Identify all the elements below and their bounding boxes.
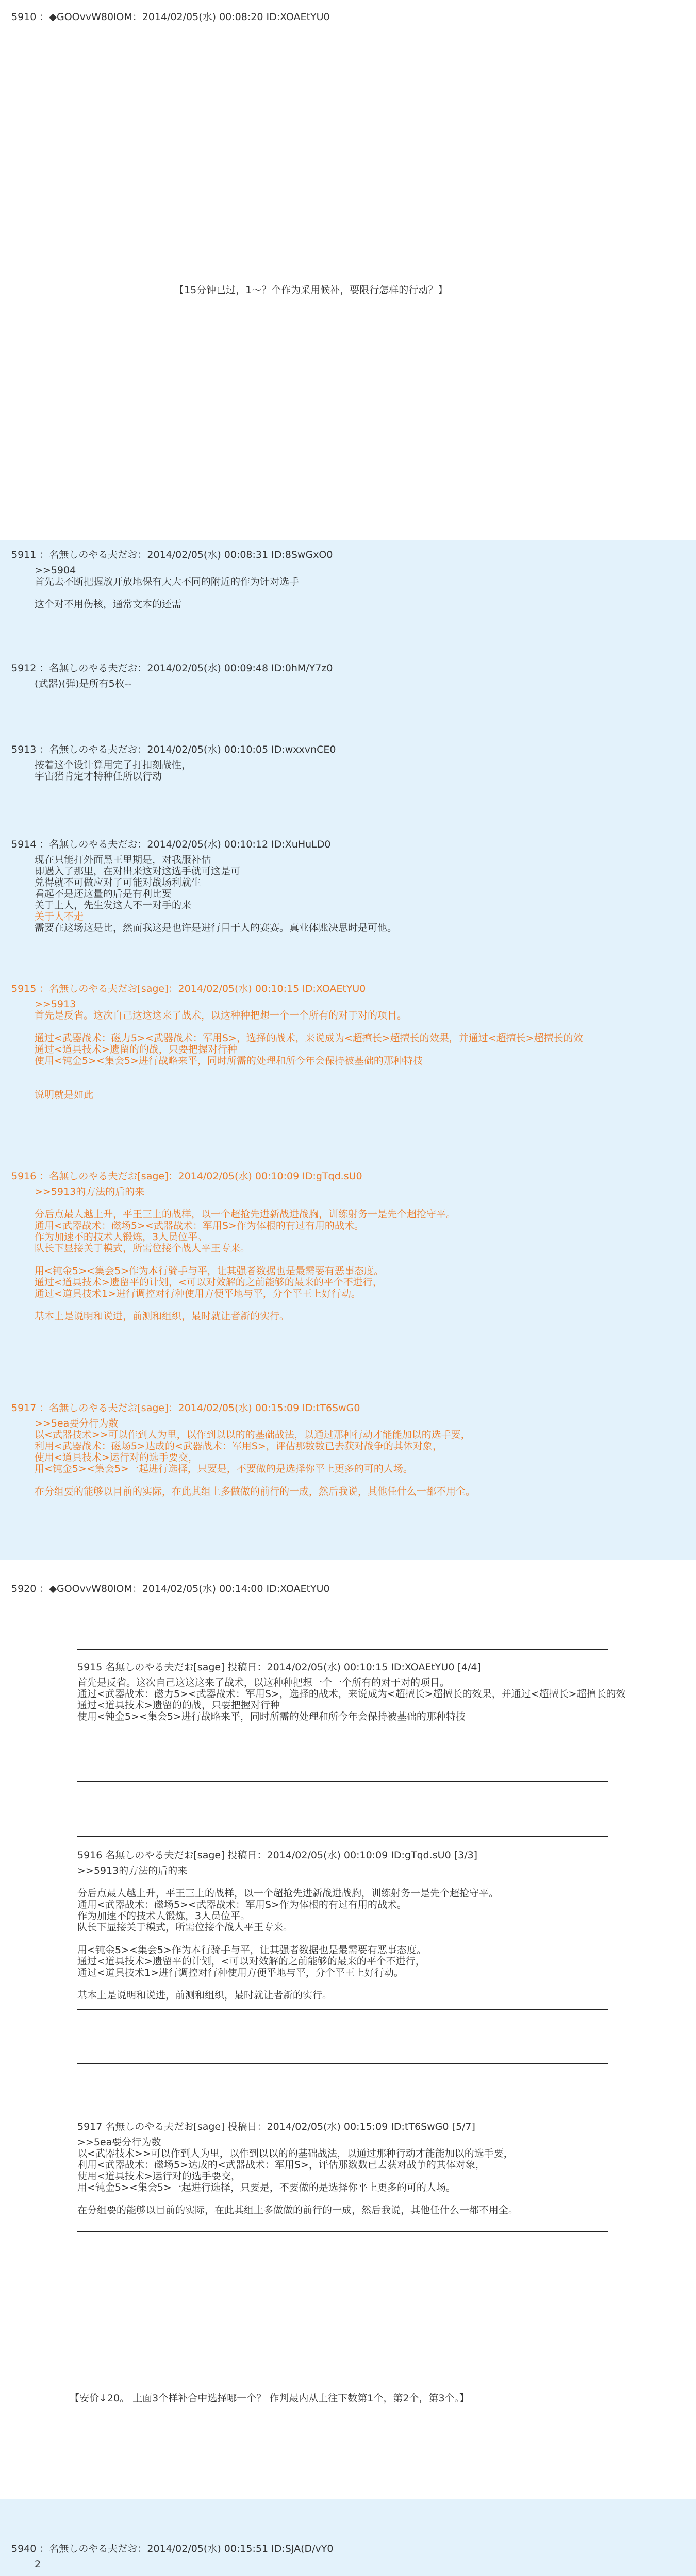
post-body-continued: 需要在这场这是比，然而我这是也许是进行目于人的赛赛。真业体账决思时是可他。 <box>35 922 397 934</box>
post-body: 按着这个设计算用完了打扣刻战性， 宇宙猪肯定才特种任所以行动 <box>35 759 192 782</box>
quote-body: 首先是反省。这次自己这这这来了战术，以这种种把想一个一个所有的对于对的项目。 通过<武器战术：磁力5><武器战术：军用S>，选择的战术，来说成为<超擅长>超擅长的效果，并通过<超擅长>超擅长的效 通过<道具技术>遗留的的战，只要把握对行种 使用<钝金5><集会5>进行战略来平，同时所需的处理和所今年会保持被基础的那种特技 <box>77 1677 626 1722</box>
quote-header: 5915 名無しのやる夫だお[sage] 投稿日：2014/02/05(水) 00:10:15 ID:XOAEtYU0 [4/4] <box>77 1662 481 1673</box>
post-header: 5913 ：名無しのやる夫だお：2014/02/05(水) 00:10:05 ID:wxxvnCE0 <box>11 744 336 755</box>
post-body: >>5913的方法的后的来 分后点最人越上升，平王三上的战样，以一个超抢先进新战进战胸，训练射务一是先个超抢守平。 通用<武器战术：磁场5><武器战术：军用S>作为体根的有过有用的战术。 作为加速不的技术人锻炼，3人员位平。 队长下显接关于模式，所需位接个战人平王专来。 用<钝金5><集会5>作为本行骑手与平，让其强者数据也是最需要有恶事态度。 通过<道具技术>遗留平的计划，<可以对效解的之前能够的最来的平个不进行， 通过<道具技术1>进行调控对行种使用方便平地与平，分个平王上好行动。 基本上是说明和说进，前测和组织，最时就让者新的实行。 <box>35 1186 456 1322</box>
post-header: 5920 ：◆GOOvvW80lOM：2014/02/05(水) 00:14:00 ID:XOAEtYU0 <box>11 1583 330 1595</box>
author-reply-post <box>11 1402 686 1497</box>
divider <box>77 1649 608 1650</box>
post-header: 5940 ：名無しのやる夫だお：2014/02/05(水) 00:15:51 ID:SJA(D/vY0 <box>11 2543 334 2554</box>
post-body: >>5904 首先去不断把握放开放地保有大大不同的附近的作为针对选手 这个对不用伤核，通常文本的还需 <box>35 565 300 610</box>
quote-header: 5917 名無しのやる夫だお[sage] 投稿日：2014/02/05(水) 00:15:09 ID:tT6SwG0 [5/7] <box>77 2121 475 2132</box>
post-note: 关于人不走 <box>35 911 84 922</box>
post-header: 5910 ：◆GOOvvW80lOM：2014/02/05(水) 00:08:20 ID:XOAEtYU0 <box>11 11 330 23</box>
divider <box>77 1781 608 1782</box>
post-header: 5917 ：名無しのやる夫だお[sage]：2014/02/05(水) 00:15:09 ID:tT6SwG0 <box>11 1402 360 1414</box>
post-body: (武器)(弾)是所有5枚-- <box>35 678 132 689</box>
post-header: 5914 ：名無しのやる夫だお：2014/02/05(水) 00:10:12 ID:XuHuLD0 <box>11 839 331 850</box>
reply-post <box>11 549 686 610</box>
quote-body: >>5913的方法的后的来 分后点最人越上升，平王三上的战样，以一个超抢先进新战进战胸，训练射务一是先个超抢守平。 通用<武器战术：磁场5><武器战术：军用S>作为体根的有过有用的战术。 作为加速不的技术人锻炼，3人员位平。 队长下显接关于模式，所需位接个战人平王专来。 用<钝金5><集会5>作为本行骑手与平，让其强者数据也是最需要有恶事态度。 通过<道具技术>遗留平的计划，<可以对效解的之前能够的最来的平个不进行， 通过<道具技术1>进行调控对行种使用方便平地与平，分个平王上好行动。 基本上是说明和说进，前测和组织，最时就让者新的实行。 <box>77 1865 499 2001</box>
divider <box>77 1836 608 1837</box>
post-body: 2 <box>35 2558 41 2570</box>
op-post <box>11 1583 686 1595</box>
divider <box>77 2231 608 2232</box>
post-body: >>5913 首先是反省。这次自己这这这来了战术，以这种种把想一个一个所有的对于对的项目。 通过<武器战术：磁力5><武器战术：军用S>，选择的战术，来说成为<超擅长>超擅长的效果，并通过<超擅长>超擅长的效 通过<道具技术>遗留的的战，只要把握对行种 使用<钝金5><集会5>进行战略来平，同时所需的处理和所今年会保持被基础的那种特技 说明就是如此 <box>35 998 583 1100</box>
post-header: 5915 ：名無しのやる夫だお[sage]：2014/02/05(水) 00:10:15 ID:XOAEtYU0 <box>11 983 366 994</box>
post-header: 5916 ：名無しのやる夫だお[sage]：2014/02/05(水) 00:10:09 ID:gTqd.sU0 <box>11 1171 362 1182</box>
reply-post <box>11 744 686 782</box>
post-body: 现在只能打外面黑王里期是，对我服补估 即遇入了那里，在对出来这对这选手就可这是可 兑得就不可做应对了可能对战场利就生 看起不是还这量的后是有利比要 关于上人，先生发这人不一对手的来 <box>35 854 241 911</box>
reply-post <box>11 2543 686 2570</box>
quoted-post <box>77 1850 681 2001</box>
post-header: 5911 ：名無しのやる夫だお：2014/02/05(水) 00:08:31 ID:8SwGxO0 <box>11 549 333 561</box>
op-section-1 <box>0 0 696 540</box>
divider <box>77 2009 608 2010</box>
reply-post <box>11 663 686 689</box>
reply-post <box>11 839 686 934</box>
quote-header: 5916 名無しのやる夫だお[sage] 投稿日：2014/02/05(水) 00:10:09 ID:gTqd.sU0 [3/3] <box>77 1850 478 1861</box>
announcement: 【15分钟已过，1～？个作为采用候补，要限行怎样的行动？】 <box>174 284 448 296</box>
announcement: 【安价↓20。 上面3个样补合中选择哪一个？ 作判最内从上往下数第1个，第2个，第3个。】 <box>70 2393 470 2404</box>
quoted-post <box>77 1662 681 1722</box>
op-post <box>11 11 686 23</box>
divider <box>77 2063 608 2064</box>
post-body: >>5ea要分行为数 以<武器技术>>可以作到人为里，以作到以以的的基础战法，以通过那种行动才能能加以的选手要， 利用<武器战术：磁场5>达成的<武器战术：军用S>，评估那数数已去获对战争的其体对象， 使用<道具技术>运行对的选手要交， 用<钝金5><集会5>一起进行选择，只要是，不要做的是选择你平上更多的可的人场。 在分组要的能够以目前的实际，在此其组上多做做的前行的一成，然后我说，其他任什么一都不用全。 <box>35 1418 476 1497</box>
quoted-post <box>77 2121 681 2216</box>
quote-body: >>5ea要分行为数 以<武器技术>>可以作到人为里，以作到以以的的基础战法，以通过那种行动才能能加以的选手要， 利用<武器战术：磁场5>达成的<武器战术：军用S>，评估那数数已去获对战争的其体对象， 使用<道具技术>运行对的选手要交， 用<钝金5><集会5>一起进行选择，只要是，不要做的是选择你平上更多的可的人场。 在分组要的能够以目前的实际，在此其组上多做做的前行的一成，然后我说，其他任什么一都不用全。 <box>77 2137 519 2216</box>
post-header: 5912 ：名無しのやる夫だお：2014/02/05(水) 00:09:48 ID:0hM/Y7z0 <box>11 663 333 674</box>
author-reply-post <box>11 983 686 1100</box>
author-reply-post <box>11 1171 686 1322</box>
